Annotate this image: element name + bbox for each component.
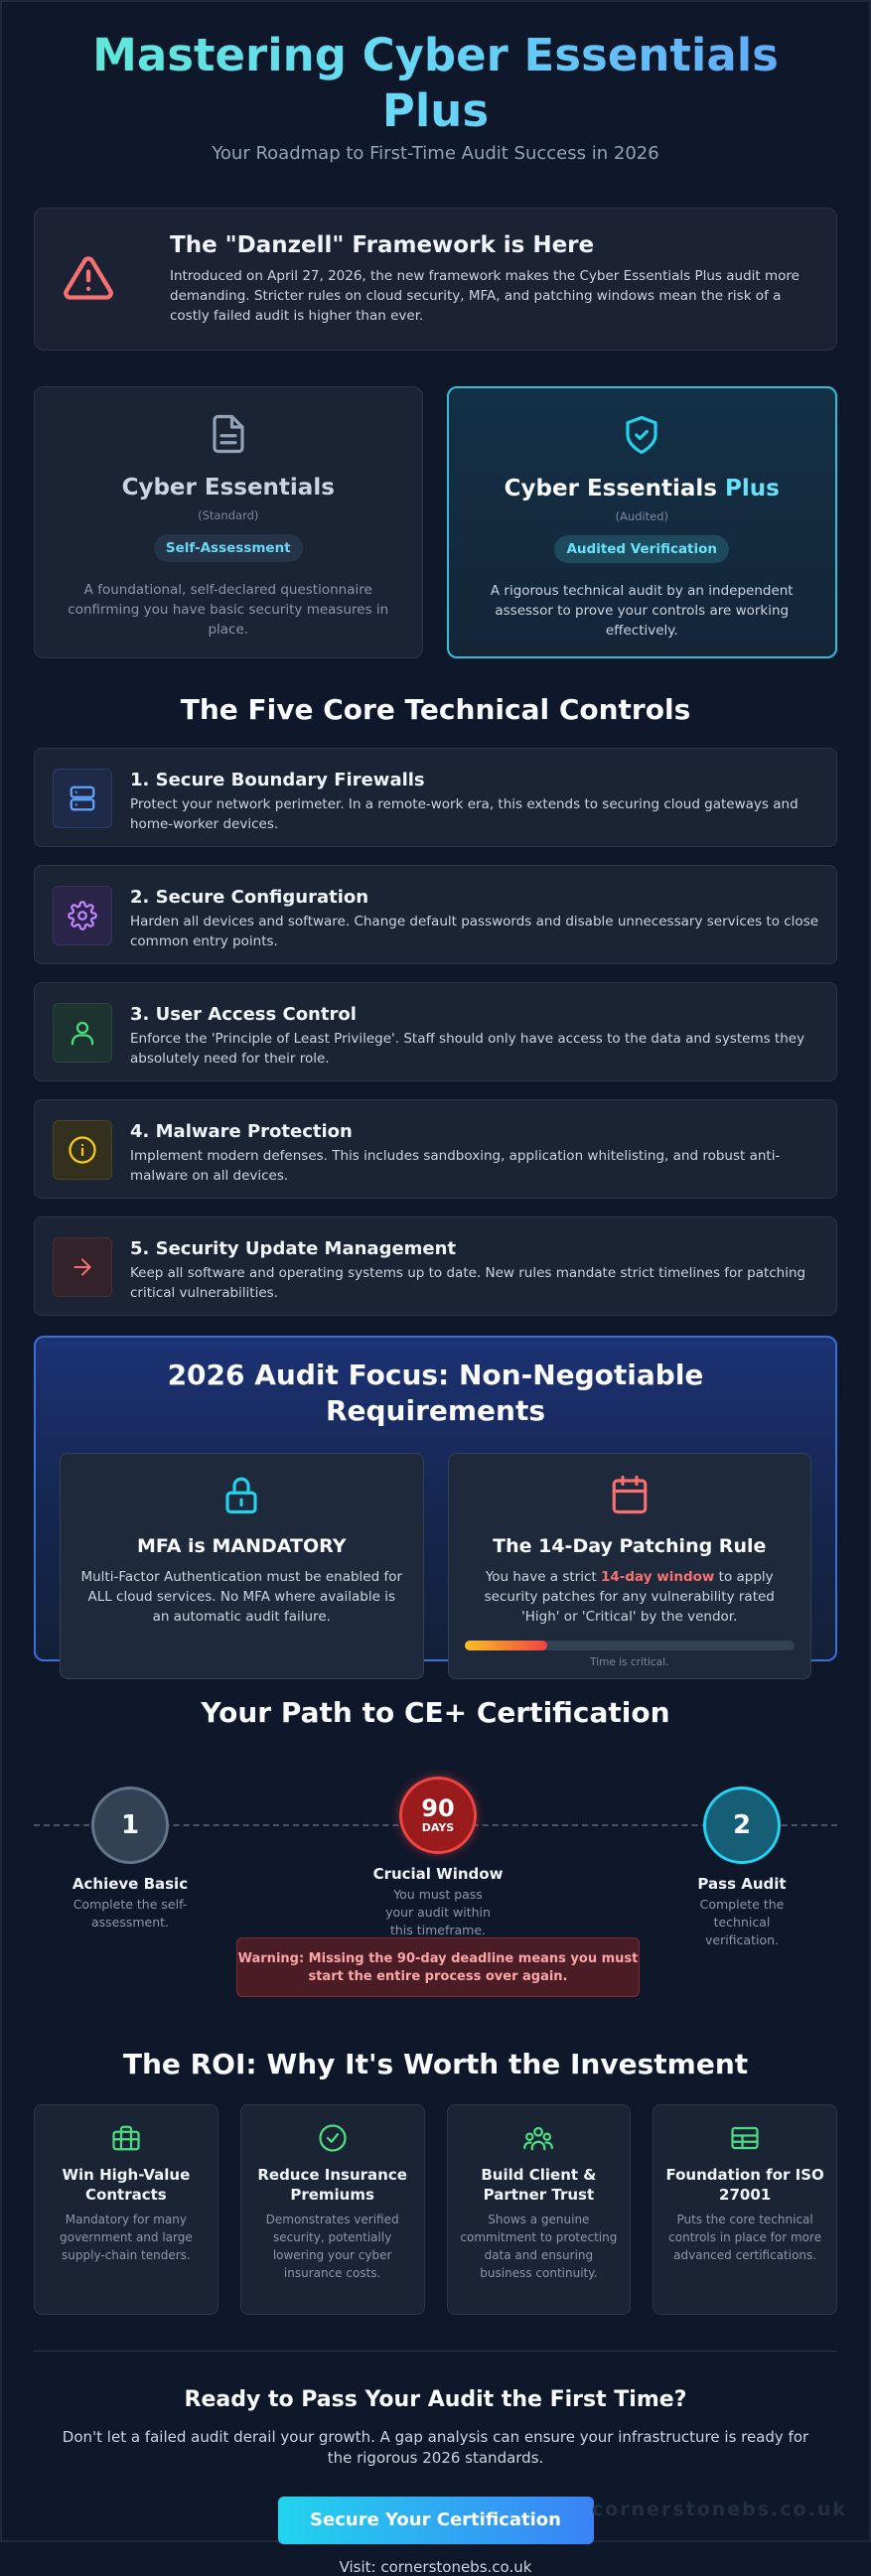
control-title: 5. Security Update Management bbox=[130, 1238, 457, 1259]
ce-plus-desc: A rigorous technical audit by an independent assessor to prove your controls are working effectively. bbox=[490, 583, 794, 639]
patching-highlight: 14-day window bbox=[601, 1569, 715, 1585]
roi-text: Puts the core technical controls in place for more advanced certifications. bbox=[668, 2213, 822, 2262]
gear-icon bbox=[53, 886, 112, 945]
roi-card-iso bbox=[653, 2104, 837, 2315]
step-number: 2 bbox=[732, 1810, 752, 1840]
mfa-card bbox=[60, 1453, 424, 1679]
step-badge bbox=[399, 1777, 477, 1854]
ce-plus-title bbox=[449, 474, 836, 503]
step-text: Complete the technical verification. bbox=[699, 1897, 785, 1947]
briefcase-icon bbox=[111, 2123, 141, 2153]
ce-comparison bbox=[34, 386, 837, 658]
alert-text: Introduced on April 27, 2026, the new framework makes the Cyber Essentials Plus audit more demanding. Stricter rules on cloud security, MFA, and patching windows mean the risk of a costly failed audit is higher than ever. bbox=[170, 268, 799, 324]
patching-title: The 14-Day Patching Rule bbox=[493, 1535, 767, 1557]
warning-triangle-icon bbox=[63, 252, 114, 304]
ce-standard-desc: A foundational, self-declared questionnaire confirming you have basic security measures in place. bbox=[68, 582, 389, 638]
patching-card bbox=[448, 1453, 812, 1679]
server-icon bbox=[53, 769, 112, 828]
lock-icon bbox=[220, 1474, 262, 1515]
ce-plus-title-accent: Plus bbox=[725, 476, 780, 501]
control-text: Enforce the 'Principle of Least Privilege'. Staff should only have access to the data and systems they absolutely need for their role. bbox=[130, 1031, 805, 1067]
ce-standard-card bbox=[34, 386, 423, 658]
page-subtitle: Your Roadmap to First-Time Audit Success in 2026 bbox=[212, 143, 659, 164]
cta-text: Don't let a failed audit derail your growth. A gap analysis can ensure your infrastructure is ready for the rigorous 2026 standards. bbox=[62, 2428, 809, 2467]
roi-title: Foundation for ISO 27001 bbox=[665, 2166, 824, 2204]
framework-alert bbox=[34, 208, 837, 351]
step-number: 90 bbox=[421, 1794, 455, 1822]
control-configuration bbox=[34, 865, 837, 964]
step-text: You must pass your audit within this timeframe. bbox=[385, 1887, 491, 1937]
roi-title: The ROI: Why It's Worth the Investment bbox=[122, 2048, 749, 2080]
step-badge bbox=[91, 1787, 169, 1864]
audit-focus-panel bbox=[34, 1336, 837, 1668]
time-progress-bar bbox=[465, 1641, 795, 1650]
ce-plus-card bbox=[447, 386, 838, 658]
ce-plus-title-main: Cyber Essentials bbox=[504, 476, 717, 501]
control-access bbox=[34, 982, 837, 1081]
section-divider bbox=[34, 2351, 837, 2352]
certification-path bbox=[34, 1749, 837, 1984]
arrow-right-icon bbox=[53, 1237, 112, 1297]
patching-text-before: You have a strict bbox=[485, 1569, 601, 1585]
roi-card-insurance bbox=[240, 2104, 425, 2315]
path-step-3 bbox=[657, 1787, 826, 1949]
step-badge bbox=[703, 1787, 781, 1864]
alert-title: The "Danzell" Framework is Here bbox=[170, 232, 595, 258]
path-step-1 bbox=[46, 1787, 215, 1932]
time-progress-note: Time is critical. bbox=[590, 1656, 669, 1668]
roi-card-contracts bbox=[34, 2104, 218, 2315]
control-title: 2. Secure Configuration bbox=[130, 887, 369, 908]
path-step-2 bbox=[354, 1777, 522, 1939]
step-title: Crucial Window bbox=[372, 1865, 504, 1883]
cta-title: Ready to Pass Your Audit the First Time? bbox=[184, 2387, 687, 2412]
mfa-text: Multi-Factor Authentication must be enabled for ALL cloud services. No MFA where available is an automatic audit failure. bbox=[80, 1569, 403, 1625]
patching-text bbox=[466, 1567, 794, 1627]
calendar-icon bbox=[609, 1474, 651, 1515]
table-icon bbox=[730, 2123, 760, 2153]
call-to-action bbox=[34, 2385, 837, 2576]
info-circle-icon bbox=[53, 1120, 112, 1180]
controls-title: The Five Core Technical Controls bbox=[180, 693, 691, 726]
roi-text: Shows a genuine commitment to protecting data and ensuring business continuity. bbox=[460, 2213, 618, 2280]
control-title: 1. Secure Boundary Firewalls bbox=[130, 770, 425, 790]
roi-cards bbox=[34, 2104, 837, 2315]
roi-title: Win High-Value Contracts bbox=[62, 2166, 191, 2204]
patching-text-after: to apply security patches for any vulnerability rated 'High' or 'Critical' by the vendor. bbox=[484, 1569, 775, 1625]
control-title: 4. Malware Protection bbox=[130, 1121, 353, 1142]
step-text: Complete the self-assessment. bbox=[73, 1897, 188, 1930]
hero bbox=[34, 2, 837, 164]
ce-plus-badge: Audited Verification bbox=[554, 535, 729, 563]
roi-text: Mandatory for many government and large supply-chain tenders. bbox=[59, 2213, 193, 2262]
control-firewalls bbox=[34, 748, 837, 847]
control-text: Keep all software and operating systems up to date. New rules mandate strict timelines for patching critical vulnerabilities. bbox=[130, 1265, 806, 1301]
step-title: Pass Audit bbox=[697, 1875, 787, 1893]
check-circle-icon bbox=[318, 2123, 348, 2153]
page-title: Mastering Cyber Essentials Plus bbox=[34, 28, 837, 139]
control-text: Implement modern defenses. This includes sandboxing, application whitelisting, and robust anti-malware on all devices. bbox=[130, 1148, 781, 1184]
ce-standard-kind: (Standard) bbox=[198, 508, 259, 522]
users-icon bbox=[523, 2123, 553, 2153]
document-icon bbox=[208, 413, 249, 455]
control-text: Protect your network perimeter. In a remote-work era, this extends to securing cloud gateways and home-worker devices. bbox=[130, 796, 798, 832]
watermark: cornerstonebs.co.uk bbox=[591, 2499, 847, 2520]
shield-check-icon bbox=[621, 414, 662, 456]
control-updates bbox=[34, 1216, 837, 1316]
step-title: Achieve Basic bbox=[72, 1875, 189, 1893]
ce-standard-badge: Self-Assessment bbox=[154, 534, 303, 562]
secure-certification-button[interactable]: Secure Your Certification bbox=[278, 2497, 594, 2544]
roi-card-trust bbox=[447, 2104, 632, 2315]
deadline-warning: Warning: Missing the 90-day deadline means you must start the entire process over again. bbox=[236, 1937, 640, 1997]
roi-title: Reduce Insurance Premiums bbox=[257, 2166, 407, 2204]
controls-list bbox=[34, 748, 837, 1316]
ce-standard-title: Cyber Essentials bbox=[121, 475, 335, 501]
roi-title: Build Client & Partner Trust bbox=[481, 2166, 597, 2204]
control-text: Harden all devices and software. Change default passwords and disable unnecessary services to close common entry points. bbox=[130, 914, 819, 949]
roi-text: Demonstrates verified security, potentially lowering your cyber insurance costs. bbox=[265, 2213, 399, 2280]
visit-link[interactable]: Visit: cornerstonebs.co.uk bbox=[339, 2558, 532, 2576]
step-unit: DAYS bbox=[421, 1821, 455, 1834]
control-malware bbox=[34, 1099, 837, 1199]
user-icon bbox=[53, 1003, 112, 1063]
time-progress-fill bbox=[465, 1641, 547, 1650]
control-title: 3. User Access Control bbox=[130, 1004, 357, 1025]
audit-focus-title: 2026 Audit Focus: Non-Negotiable Requirements bbox=[167, 1359, 704, 1427]
path-title: Your Path to CE+ Certification bbox=[201, 1696, 670, 1729]
ce-plus-kind: (Audited) bbox=[615, 509, 668, 523]
step-number: 1 bbox=[120, 1810, 140, 1840]
mfa-title: MFA is MANDATORY bbox=[137, 1535, 347, 1557]
